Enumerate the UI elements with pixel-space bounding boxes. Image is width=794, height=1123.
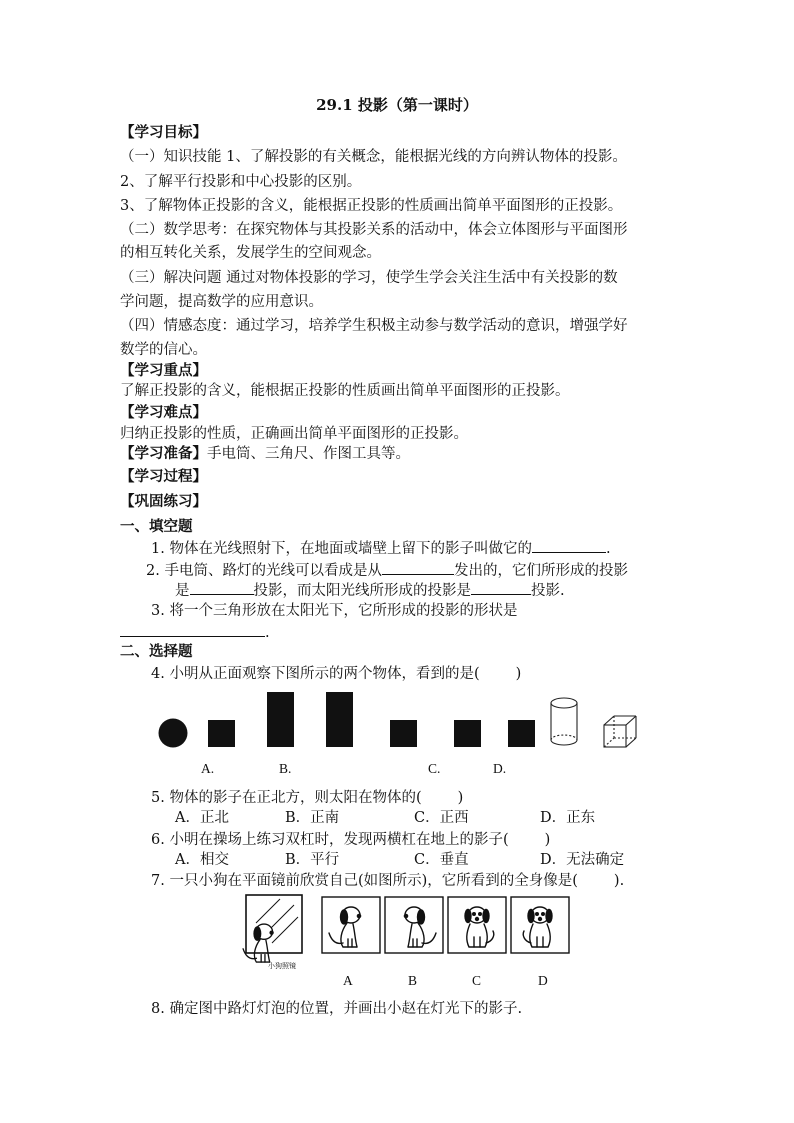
question-1: 1. 物体在光线照射下，在地面或墙壁上留下的影子叫做它的 . — [151, 538, 611, 559]
option-b-rect-right — [326, 692, 353, 747]
objective-line: 的相互转化关系，发展学生的空间观念。 — [120, 245, 381, 261]
objective-line: （三）解决问题 通过对物体投影的学习，使学生学会关注生活中有关投影的数 — [120, 270, 618, 286]
objective-line: （一）知识技能 1、了解投影的有关概念，能根据光线的方向辨认物体的投影。 — [120, 149, 627, 165]
q7-label-d[interactable]: D — [538, 973, 548, 988]
objective-line: 学问题，提高数学的应用意识。 — [120, 294, 323, 310]
sphere-front-view — [159, 719, 188, 748]
q6-option-c[interactable]: C．垂直 — [414, 852, 469, 868]
option-d-square-right — [508, 720, 535, 747]
preparation-header: 【学习准备】 — [120, 445, 207, 462]
q5-option-b[interactable]: B．正南 — [285, 810, 340, 826]
key-points-text: 了解正投影的含义，能根据正投影的性质画出简单平面图形的正投影。 — [120, 383, 570, 399]
q7-option-a-image — [322, 897, 380, 953]
option-b-rect-left — [267, 692, 294, 747]
question-2: 2. 手电筒、路灯的光线可以看成是从 发出的，它们所形成的投影 — [146, 560, 628, 581]
question-3: 3. 将一个三角形放在太阳光下，它所形成的投影的形状是 — [151, 603, 518, 619]
option-a-square — [208, 720, 235, 747]
mirror-scene — [243, 895, 302, 962]
question-8: 8. 确定图中路灯灯泡的位置，并画出小赵在灯光下的影子. — [151, 1001, 523, 1017]
q5-option-a[interactable]: A．正北 — [175, 810, 229, 826]
objective-line: （四）情感态度：通过学习，培养学生积极主动参与数学活动的意识，增强学好 — [120, 318, 628, 334]
preparation-line — [120, 444, 410, 464]
cube-icon — [604, 716, 636, 747]
q4-figure — [150, 686, 650, 756]
preparation-text: 手电筒、三角尺、作图工具等。 — [207, 446, 410, 462]
objective-line: （二）数学思考：在探究物体与其投影关系的活动中，体会立体图形与平面图形 — [120, 222, 628, 238]
q6-option-a[interactable]: A．相交 — [175, 852, 229, 868]
q7-label-c[interactable]: C — [472, 973, 482, 988]
question-3-cont: . — [120, 622, 270, 643]
q4-label-b[interactable]: B. — [279, 761, 292, 776]
option-d-square-left — [454, 720, 481, 747]
objective-line: 数学的信心。 — [120, 342, 207, 358]
q7-option-c-image — [448, 897, 506, 953]
q7-label-b[interactable]: B — [408, 973, 418, 988]
q7-option-b-image — [385, 897, 443, 953]
objective-line: 3、了解物体正投影的含义，能根据正投影的性质画出简单平面图形的正投影。 — [120, 198, 623, 214]
answer-blank[interactable] — [382, 560, 454, 575]
page-title: 29.1 投影（第一课时） — [316, 96, 478, 114]
answer-blank[interactable] — [120, 622, 265, 637]
question-5: 5. 物体的影子在正北方，则太阳在物体的( ) — [151, 790, 464, 806]
question-2-cont: 是 投影，而太阳光线所形成的投影是 投影. — [175, 580, 565, 601]
difficulties-header: 【学习难点】 — [120, 404, 207, 421]
option-c-square — [390, 720, 417, 747]
q4-label-c[interactable]: C. — [428, 761, 441, 776]
q7-option-d-image — [511, 897, 569, 953]
q7-label-a[interactable]: A — [343, 973, 353, 988]
q6-option-d[interactable]: D．无法确定 — [540, 852, 625, 868]
question-4: 4. 小明从正面观察下图所示的两个物体，看到的是( ) — [151, 666, 522, 682]
section1-header: 一、填空题 — [120, 518, 193, 535]
objectives-header: 【学习目标】 — [120, 124, 207, 141]
objective-line: 2、了解平行投影和中心投影的区别。 — [120, 174, 362, 190]
answer-blank[interactable] — [190, 580, 254, 595]
q4-label-a[interactable]: A. — [201, 761, 215, 776]
q7-figure — [222, 893, 582, 973]
section2-header: 二、选择题 — [120, 643, 193, 660]
practice-header: 【巩固练习】 — [120, 493, 207, 510]
q6-option-b[interactable]: B．平行 — [285, 852, 340, 868]
q5-option-c[interactable]: C．正西 — [414, 810, 469, 826]
answer-blank[interactable] — [532, 538, 606, 553]
answer-blank[interactable] — [471, 580, 531, 595]
cylinder-icon — [551, 698, 577, 745]
question-6: 6. 小明在操场上练习双杠时，发现两横杠在地上的影子( ) — [151, 832, 551, 848]
q5-option-d[interactable]: D．正东 — [540, 810, 596, 826]
q4-label-d[interactable]: D. — [493, 761, 507, 776]
key-points-header: 【学习重点】 — [120, 362, 207, 379]
difficulties-text: 归纳正投影的性质，正确画出简单平面图形的正投影。 — [120, 426, 468, 442]
question-7: 7. 一只小狗在平面镜前欣赏自己(如图所示)，它所看到的全身像是( ). — [151, 873, 625, 889]
mirror-caption: 小狗照镜 — [268, 962, 296, 970]
process-header: 【学习过程】 — [120, 468, 207, 485]
